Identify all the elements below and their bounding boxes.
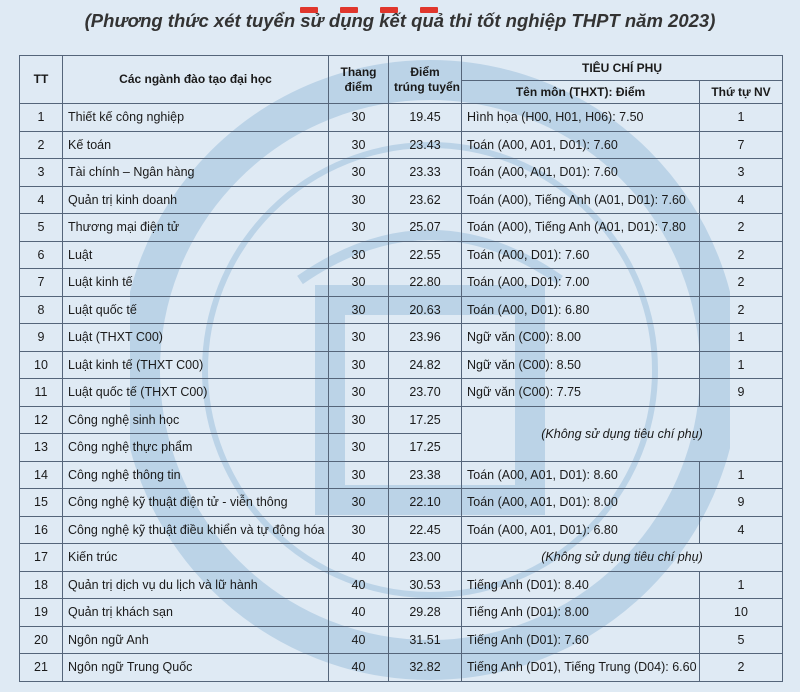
table-row [20, 324, 783, 352]
cell-subject: Tiếng Anh (D01): 8.40 [462, 571, 700, 599]
cell-major: Quản trị khách sạn [63, 599, 329, 627]
cell-scale: 40 [329, 571, 389, 599]
cell-major: Thiết kế công nghiệp [63, 104, 329, 132]
table-row [20, 296, 783, 324]
table-row [20, 351, 783, 379]
header-score: Điểm trúng tuyển [389, 56, 462, 104]
cell-scale: 30 [329, 489, 389, 517]
cell-major: Công nghệ thông tin [63, 461, 329, 489]
table-row [20, 599, 783, 627]
cell-scale: 40 [329, 599, 389, 627]
cell-score: 23.00 [389, 544, 462, 572]
cell-major: Kiến trúc [63, 544, 329, 572]
cell-score: 23.96 [389, 324, 462, 352]
cell-tt: 15 [20, 489, 63, 517]
cell-scale: 30 [329, 324, 389, 352]
cell-scale: 30 [329, 131, 389, 159]
cell-scale: 30 [329, 296, 389, 324]
cell-scale: 30 [329, 461, 389, 489]
cell-subject: Toán (A00), Tiếng Anh (A01, D01): 7.80 [462, 214, 700, 242]
cell-subject: Ngữ văn (C00): 7.75 [462, 379, 700, 407]
cell-major: Quản trị kinh doanh [63, 186, 329, 214]
page-subtitle: (Phương thức xét tuyển sử dụng kết quả thi tốt nghiệp THPT năm 2023) [84, 10, 716, 31]
cell-tt: 19 [20, 599, 63, 627]
cell-subject: Toán (A00, D01): 7.60 [462, 241, 700, 269]
cell-score: 22.80 [389, 269, 462, 297]
cell-major: Ngôn ngữ Trung Quốc [63, 654, 329, 682]
cell-order: 1 [700, 461, 783, 489]
cell-score: 23.70 [389, 379, 462, 407]
cell-major: Luật kinh tế (THXT C00) [63, 351, 329, 379]
cell-no-criteria-note: (Không sử dụng tiêu chí phụ) [462, 406, 783, 461]
table-row [20, 186, 783, 214]
cell-score: 23.33 [389, 159, 462, 187]
cell-subject: Toán (A00, D01): 6.80 [462, 296, 700, 324]
cell-tt: 21 [20, 654, 63, 682]
cell-subject: Toán (A00, A01, D01): 6.80 [462, 516, 700, 544]
cell-tt: 14 [20, 461, 63, 489]
cell-order: 9 [700, 489, 783, 517]
cell-scale: 30 [329, 214, 389, 242]
cell-major: Công nghệ sinh học [63, 406, 329, 434]
cell-tt: 6 [20, 241, 63, 269]
cell-scale: 30 [329, 186, 389, 214]
cell-major: Luật [63, 241, 329, 269]
cell-tt: 4 [20, 186, 63, 214]
header-scale: Thang điểm [329, 56, 389, 104]
cell-score: 22.10 [389, 489, 462, 517]
cell-score: 20.63 [389, 296, 462, 324]
cell-score: 25.07 [389, 214, 462, 242]
cell-major: Kế toán [63, 131, 329, 159]
cell-subject: Toán (A00, A01, D01): 7.60 [462, 131, 700, 159]
cell-tt: 11 [20, 379, 63, 407]
cell-score: 19.45 [389, 104, 462, 132]
table-row [20, 544, 783, 572]
cell-tt: 10 [20, 351, 63, 379]
table-row [20, 214, 783, 242]
cell-score: 30.53 [389, 571, 462, 599]
cell-order: 1 [700, 324, 783, 352]
table-row [20, 489, 783, 517]
cell-score: 22.55 [389, 241, 462, 269]
admission-table [19, 55, 783, 682]
cell-major: Luật quốc tế (THXT C00) [63, 379, 329, 407]
cell-scale: 30 [329, 104, 389, 132]
cell-major: Công nghệ kỹ thuật điều khiển và tự động hóa [63, 516, 329, 544]
cell-tt: 2 [20, 131, 63, 159]
header-subject: Tên môn (THXT): Điểm [462, 81, 700, 104]
cell-order: 5 [700, 626, 783, 654]
cell-subject: Toán (A00, A01, D01): 8.60 [462, 461, 700, 489]
cell-score: 17.25 [389, 406, 462, 434]
cell-order: 2 [700, 241, 783, 269]
header-order: Thứ tự NV [700, 81, 783, 104]
cell-tt: 7 [20, 269, 63, 297]
cell-major: Luật kinh tế [63, 269, 329, 297]
cell-score: 23.43 [389, 131, 462, 159]
cell-tt: 16 [20, 516, 63, 544]
cell-scale: 40 [329, 654, 389, 682]
cell-tt: 20 [20, 626, 63, 654]
cell-major: Công nghệ thực phẩm [63, 434, 329, 462]
cell-subject: Ngữ văn (C00): 8.00 [462, 324, 700, 352]
cell-major: Ngôn ngữ Anh [63, 626, 329, 654]
cell-order: 1 [700, 351, 783, 379]
cell-scale: 40 [329, 626, 389, 654]
cell-subject: Toán (A00, D01): 7.00 [462, 269, 700, 297]
cell-score: 17.25 [389, 434, 462, 462]
cell-order: 2 [700, 269, 783, 297]
cell-subject: Tiếng Anh (D01): 8.00 [462, 599, 700, 627]
cell-tt: 18 [20, 571, 63, 599]
header-criteria: TIÊU CHÍ PHỤ [462, 56, 783, 81]
cell-order: 2 [700, 654, 783, 682]
cell-order: 2 [700, 296, 783, 324]
cell-scale: 30 [329, 351, 389, 379]
cell-major: Tài chính – Ngân hàng [63, 159, 329, 187]
table-row [20, 654, 783, 682]
cell-scale: 30 [329, 241, 389, 269]
cell-order: 4 [700, 186, 783, 214]
cell-score: 32.82 [389, 654, 462, 682]
cell-subject: Hình họa (H00, H01, H06): 7.50 [462, 104, 700, 132]
table-row [20, 131, 783, 159]
table-row [20, 159, 783, 187]
cell-tt: 9 [20, 324, 63, 352]
cell-score: 31.51 [389, 626, 462, 654]
cell-order: 1 [700, 104, 783, 132]
cell-subject: Toán (A00, A01, D01): 8.00 [462, 489, 700, 517]
table-row [20, 516, 783, 544]
cell-major: Công nghệ kỹ thuật điện tử - viễn thông [63, 489, 329, 517]
cell-tt: 5 [20, 214, 63, 242]
cell-scale: 30 [329, 159, 389, 187]
cell-subject: Toán (A00, A01, D01): 7.60 [462, 159, 700, 187]
table-row [20, 379, 783, 407]
cell-tt: 3 [20, 159, 63, 187]
cell-order: 4 [700, 516, 783, 544]
cell-major: Luật (THXT C00) [63, 324, 329, 352]
cell-score: 29.28 [389, 599, 462, 627]
cell-no-criteria-note: (Không sử dụng tiêu chí phụ) [462, 544, 783, 572]
top-accent-bar [300, 0, 500, 8]
table-row [20, 626, 783, 654]
cell-subject: Ngữ văn (C00): 8.50 [462, 351, 700, 379]
cell-scale: 30 [329, 406, 389, 434]
table-row [20, 571, 783, 599]
cell-score: 24.82 [389, 351, 462, 379]
cell-scale: 30 [329, 269, 389, 297]
cell-subject: Tiếng Anh (D01), Tiếng Trung (D04): 6.60 [462, 654, 700, 682]
cell-subject: Tiếng Anh (D01): 7.60 [462, 626, 700, 654]
cell-tt: 8 [20, 296, 63, 324]
cell-score: 23.62 [389, 186, 462, 214]
cell-scale: 30 [329, 516, 389, 544]
cell-score: 23.38 [389, 461, 462, 489]
table-row [20, 406, 783, 434]
cell-order: 1 [700, 571, 783, 599]
table-row [20, 269, 783, 297]
cell-scale: 30 [329, 434, 389, 462]
cell-tt: 1 [20, 104, 63, 132]
cell-subject: Toán (A00), Tiếng Anh (A01, D01): 7.60 [462, 186, 700, 214]
cell-order: 3 [700, 159, 783, 187]
table-row [20, 461, 783, 489]
cell-tt: 13 [20, 434, 63, 462]
cell-order: 9 [700, 379, 783, 407]
cell-major: Luật quốc tế [63, 296, 329, 324]
table-row [20, 241, 783, 269]
cell-tt: 17 [20, 544, 63, 572]
cell-tt: 12 [20, 406, 63, 434]
cell-major: Quản trị dịch vụ du lịch và lữ hành [63, 571, 329, 599]
cell-scale: 40 [329, 544, 389, 572]
cell-order: 10 [700, 599, 783, 627]
cell-scale: 30 [329, 379, 389, 407]
cell-major: Thương mại điện tử [63, 214, 329, 242]
header-tt: TT [20, 56, 63, 104]
cell-score: 22.45 [389, 516, 462, 544]
table-row [20, 104, 783, 132]
cell-order: 2 [700, 214, 783, 242]
header-major: Các ngành đào tạo đại học [63, 56, 329, 104]
cell-order: 7 [700, 131, 783, 159]
